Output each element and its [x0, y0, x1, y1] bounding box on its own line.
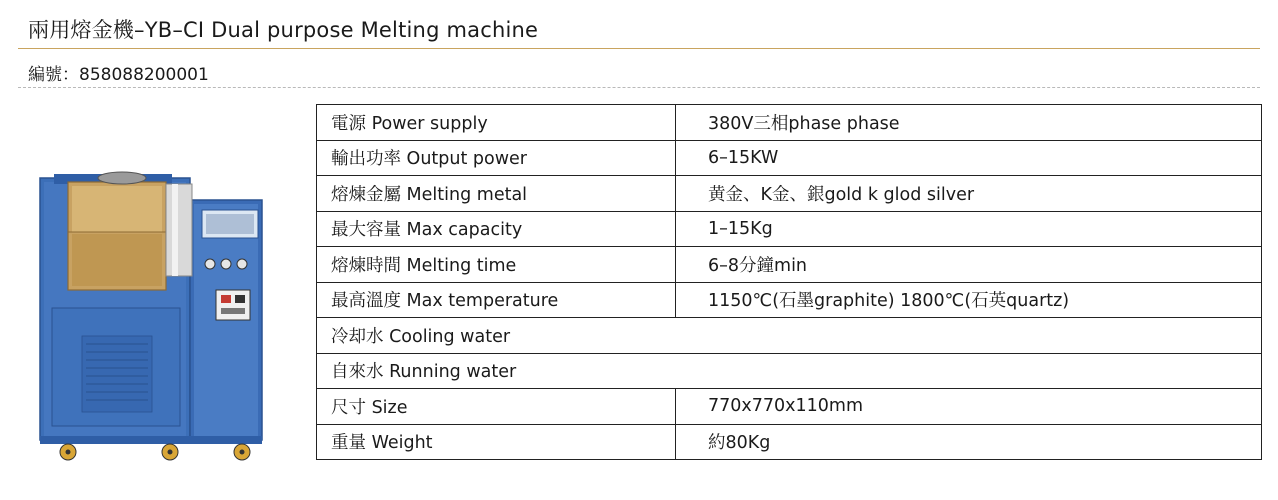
spec-row [317, 247, 1262, 283]
spec-label: 輸出功率 Output power [317, 140, 676, 176]
spec-value: 1–15Kg [676, 211, 1262, 247]
spec-row [317, 176, 1262, 212]
spec-label: 最大容量 Max capacity [317, 211, 676, 247]
spec-value: 6–8分鐘min [676, 247, 1262, 283]
spec-label: 重量 Weight [317, 424, 676, 460]
spec-value: 約80Kg [676, 424, 1262, 460]
spec-row [317, 353, 1262, 389]
spec-row [317, 140, 1262, 176]
spec-row [317, 318, 1262, 354]
spec-row [317, 105, 1262, 141]
spec-value: 1150℃(石墨graphite) 1800℃(石英quartz) [676, 282, 1262, 318]
spec-label: 自來水 Running water [317, 353, 1262, 389]
spec-row [317, 424, 1262, 460]
spec-label: 最高溫度 Max temperature [317, 282, 676, 318]
page-title: 兩用熔金機–YB–CI Dual purpose Melting machine [28, 18, 539, 42]
spec-value: 6–15KW [676, 140, 1262, 176]
spec-value: 380V三相phase phase [676, 105, 1262, 141]
spec-value: 770x770x110mm [676, 389, 1262, 425]
spec-label: 電源 Power supply [317, 105, 676, 141]
spec-row [317, 389, 1262, 425]
product-photo [30, 160, 280, 465]
spec-row [317, 282, 1262, 318]
spec-label: 熔煉時間 Melting time [317, 247, 676, 283]
spec-row [317, 211, 1262, 247]
spec-label: 尺寸 Size [317, 389, 676, 425]
spec-value: 黄金、K金、銀gold k glod silver [676, 176, 1262, 212]
spec-label: 冷却水 Cooling water [317, 318, 1262, 354]
code-divider [18, 87, 1260, 88]
spec-table [316, 104, 1262, 460]
spec-label: 熔煉金屬 Melting metal [317, 176, 676, 212]
title-divider [18, 48, 1260, 49]
product-code: 編號：858088200001 [28, 65, 209, 85]
